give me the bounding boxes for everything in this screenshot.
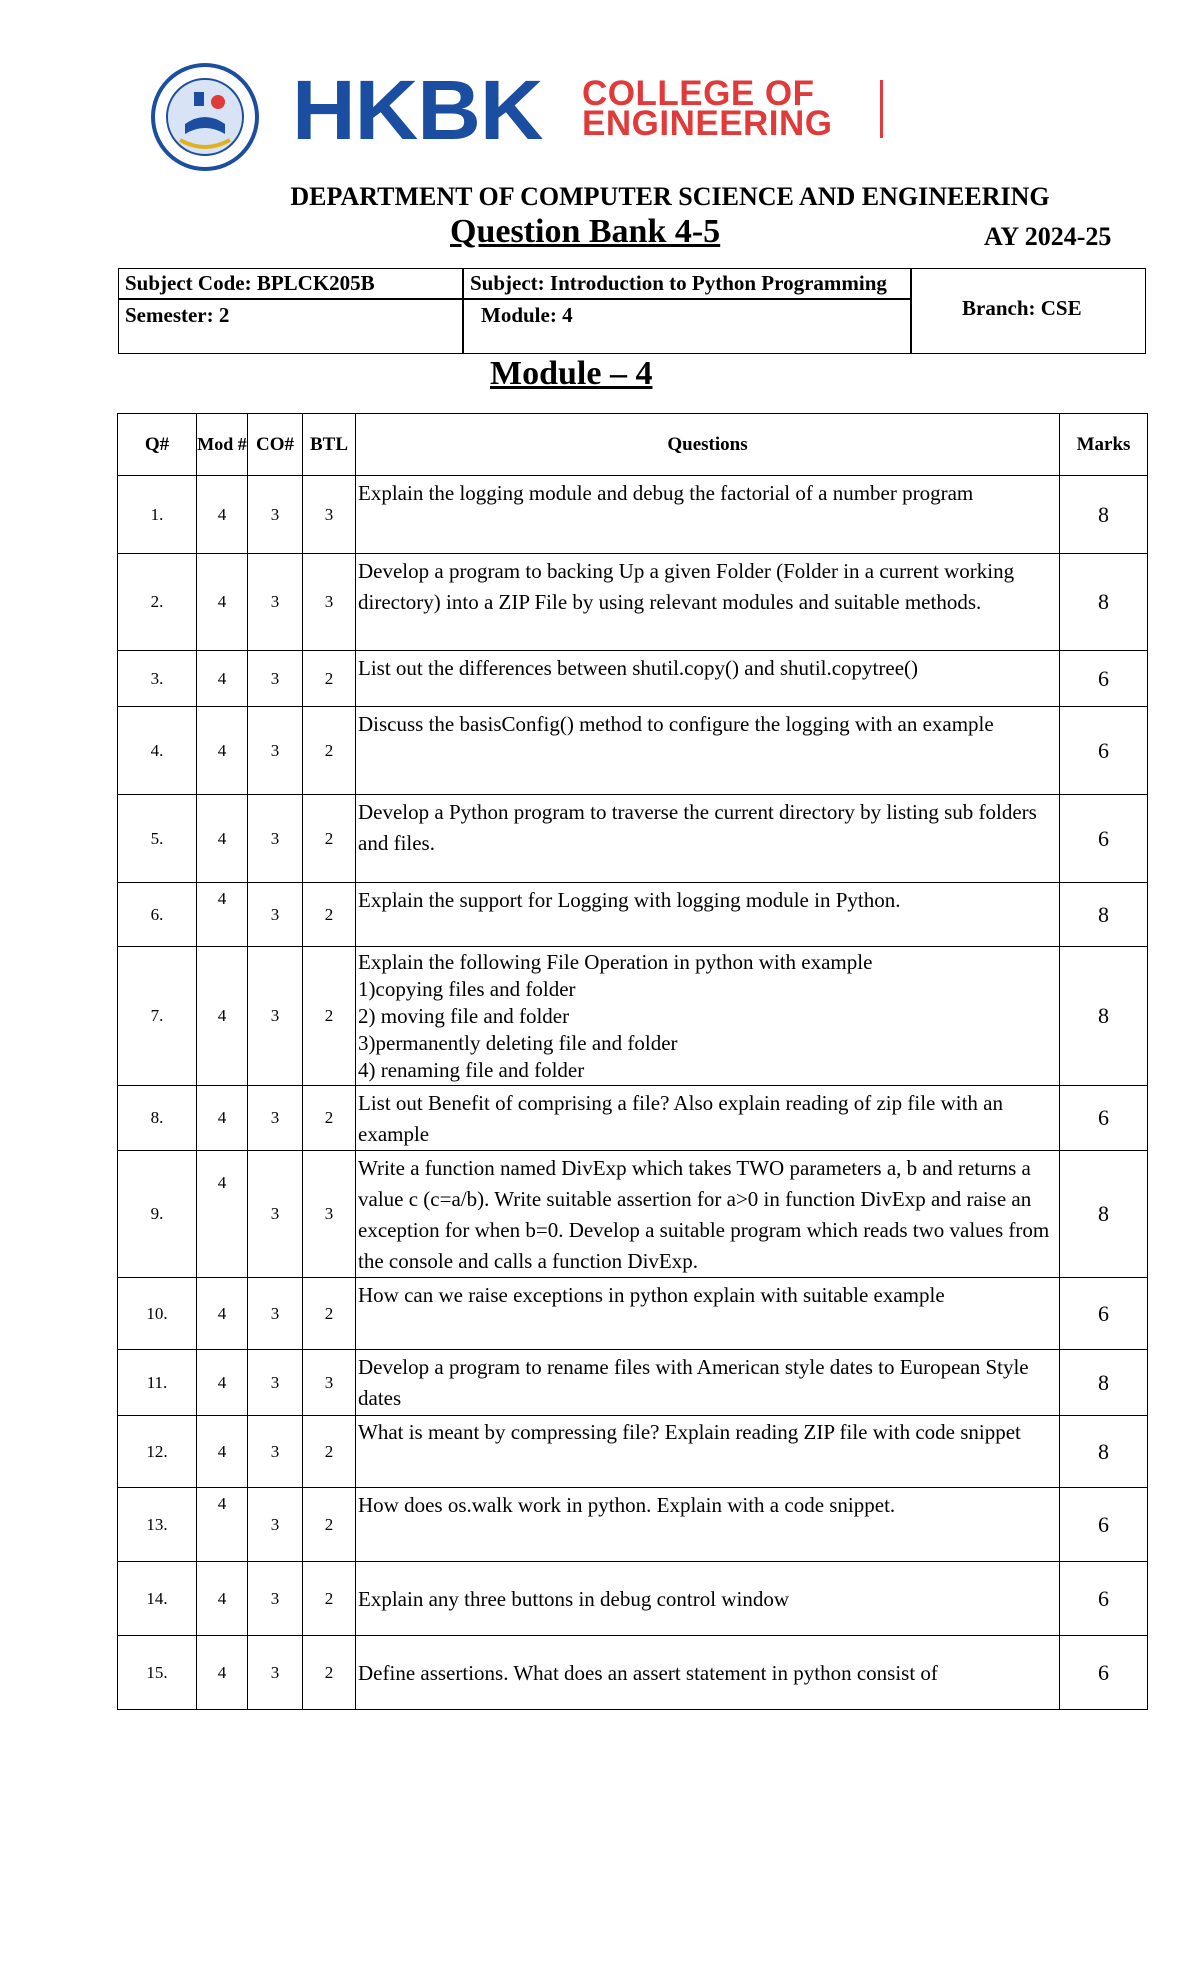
- btl-cell: 2: [303, 1562, 356, 1636]
- table-row: [118, 795, 1148, 883]
- btl-cell: 2: [303, 1636, 356, 1710]
- q-number: 5.: [118, 795, 197, 883]
- subject-code: Subject Code: BPLCK205B: [125, 271, 375, 295]
- btl-cell: 2: [303, 795, 356, 883]
- btl-cell: 2: [303, 1278, 356, 1350]
- question-text: What is meant by compressing file? Explain reading ZIP file with code snippet: [356, 1416, 1060, 1488]
- btl-cell: 3: [303, 1350, 356, 1416]
- marks-cell: 8: [1060, 476, 1148, 554]
- header-questions: Questions: [356, 414, 1060, 476]
- module-cell: 4: [197, 1151, 248, 1278]
- question-text: How can we raise exceptions in python explain with suitable example: [356, 1278, 1060, 1350]
- header-co: CO#: [248, 414, 303, 476]
- module-cell: 4: [197, 795, 248, 883]
- question-text: Define assertions. What does an assert statement in python consist of: [356, 1636, 1060, 1710]
- question-subitem: 3)permanently deleting file and folder: [358, 1031, 678, 1055]
- logo-main-text: HKBK: [292, 63, 543, 157]
- table-row: [118, 554, 1148, 651]
- q-number: 15.: [118, 1636, 197, 1710]
- marks-cell: 6: [1060, 795, 1148, 883]
- table-header-row: [118, 414, 1148, 476]
- co-cell: 3: [248, 1488, 303, 1562]
- logo-divider: [880, 80, 883, 138]
- table-row: [118, 1151, 1148, 1278]
- question-text: [356, 947, 1060, 1086]
- marks-cell: 8: [1060, 1151, 1148, 1278]
- table-row: [118, 1488, 1148, 1562]
- co-cell: 3: [248, 1350, 303, 1416]
- branch: Branch: CSE: [962, 296, 1082, 320]
- q-number: 2.: [118, 554, 197, 651]
- co-cell: 3: [248, 1562, 303, 1636]
- co-cell: 3: [248, 1086, 303, 1151]
- question-text: Explain the support for Logging with logging module in Python.: [356, 883, 1060, 947]
- btl-cell: 2: [303, 947, 356, 1086]
- co-cell: 3: [248, 795, 303, 883]
- btl-cell: 2: [303, 1416, 356, 1488]
- question-text: Develop a Python program to traverse the current directory by listing sub folders and files.: [356, 795, 1060, 883]
- marks-cell: 8: [1060, 1350, 1148, 1416]
- module-cell: 4: [197, 1278, 248, 1350]
- question-text: List out Benefit of comprising a file? Also explain reading of zip file with an example: [356, 1086, 1060, 1151]
- marks-cell: 8: [1060, 554, 1148, 651]
- table-row: [118, 1416, 1148, 1488]
- question-text: Explain the logging module and debug the factorial of a number program: [356, 476, 1060, 554]
- btl-cell: 2: [303, 707, 356, 795]
- question-text: List out the differences between shutil.copy() and shutil.copytree(): [356, 651, 1060, 707]
- table-row: [118, 476, 1148, 554]
- co-cell: 3: [248, 651, 303, 707]
- q-number: 4.: [118, 707, 197, 795]
- co-cell: 3: [248, 1636, 303, 1710]
- q-number: 11.: [118, 1350, 197, 1416]
- q-number: 6.: [118, 883, 197, 947]
- module-cell: 4: [197, 947, 248, 1086]
- logo-subtitle-line2: ENGINEERING: [582, 104, 833, 143]
- academic-year: AY 2024-25: [984, 222, 1112, 251]
- marks-cell: 6: [1060, 1488, 1148, 1562]
- marks-cell: 6: [1060, 651, 1148, 707]
- co-cell: 3: [248, 1278, 303, 1350]
- logo-subtitle-line1: COLLEGE OF: [582, 74, 815, 113]
- marks-cell: 8: [1060, 883, 1148, 947]
- subject-name: Subject: Introduction to Python Programming: [470, 271, 887, 295]
- co-cell: 3: [248, 1416, 303, 1488]
- college-logo-text: [292, 63, 912, 157]
- btl-cell: 3: [303, 476, 356, 554]
- q-number: 1.: [118, 476, 197, 554]
- module-cell: 4: [197, 883, 248, 947]
- table-row: [118, 947, 1148, 1086]
- table-row: [118, 1086, 1148, 1151]
- header-q: Q#: [118, 414, 197, 476]
- module-number: Module: 4: [481, 303, 573, 327]
- module-cell: 4: [197, 1636, 248, 1710]
- marks-cell: 6: [1060, 1636, 1148, 1710]
- table-row: [118, 651, 1148, 707]
- document-title: Question Bank 4-5: [450, 213, 721, 250]
- marks-cell: 6: [1060, 1278, 1148, 1350]
- co-cell: 3: [248, 883, 303, 947]
- co-cell: 3: [248, 707, 303, 795]
- header-btl: BTL: [303, 414, 356, 476]
- table-row: [118, 1350, 1148, 1416]
- q-number: 14.: [118, 1562, 197, 1636]
- q-number: 12.: [118, 1416, 197, 1488]
- marks-cell: 6: [1060, 1562, 1148, 1636]
- q-number: 13.: [118, 1488, 197, 1562]
- co-cell: 3: [248, 947, 303, 1086]
- table-row: [118, 883, 1148, 947]
- btl-cell: 3: [303, 554, 356, 651]
- question-intro: Explain the following File Operation in python with example: [358, 950, 873, 974]
- module-cell: 4: [197, 554, 248, 651]
- question-text: Develop a program to backing Up a given Folder (Folder in a current working directory) into a ZIP File by using relevant modules and suitable methods.: [356, 554, 1060, 651]
- table-row: [118, 1562, 1148, 1636]
- module-cell: 4: [197, 1562, 248, 1636]
- college-seal-logo: [150, 62, 260, 172]
- btl-cell: 2: [303, 1086, 356, 1151]
- table-row: [118, 707, 1148, 795]
- table-row: [118, 1278, 1148, 1350]
- question-text: Write a function named DivExp which takes TWO parameters a, b and returns a value c (c=a/b). Write suitable assertion for a>0 in function DivExp and raise an exception for when b=0. Develop a suitable program which reads two values from the console and calls a function DivExp.: [356, 1151, 1060, 1278]
- q-number: 3.: [118, 651, 197, 707]
- department-heading: DEPARTMENT OF COMPUTER SCIENCE AND ENGINEERING: [290, 182, 1050, 211]
- module-cell: 4: [197, 1416, 248, 1488]
- module-cell: 4: [197, 707, 248, 795]
- marks-cell: 6: [1060, 1086, 1148, 1151]
- btl-cell: 2: [303, 1488, 356, 1562]
- q-number: 7.: [118, 947, 197, 1086]
- question-text: Develop a program to rename files with American style dates to European Style dates: [356, 1350, 1060, 1416]
- marks-cell: 8: [1060, 1416, 1148, 1488]
- question-subitem: 1)copying files and folder: [358, 977, 576, 1001]
- question-table: [117, 413, 1148, 1710]
- module-cell: 4: [197, 1086, 248, 1151]
- co-cell: 3: [248, 1151, 303, 1278]
- table-row: [118, 1636, 1148, 1710]
- module-heading: Module – 4: [490, 355, 653, 392]
- q-number: 10.: [118, 1278, 197, 1350]
- marks-cell: 6: [1060, 707, 1148, 795]
- subject-info-table: [118, 268, 1146, 354]
- q-number: 9.: [118, 1151, 197, 1278]
- co-cell: 3: [248, 476, 303, 554]
- question-text: How does os.walk work in python. Explain with a code snippet.: [356, 1488, 1060, 1562]
- module-cell: 4: [197, 1488, 248, 1562]
- question-subitem: 2) moving file and folder: [358, 1004, 570, 1028]
- module-cell: 4: [197, 476, 248, 554]
- btl-cell: 2: [303, 883, 356, 947]
- btl-cell: 2: [303, 651, 356, 707]
- marks-cell: 8: [1060, 947, 1148, 1086]
- question-text: Explain any three buttons in debug control window: [356, 1562, 1060, 1636]
- btl-cell: 3: [303, 1151, 356, 1278]
- question-subitem: 4) renaming file and folder: [358, 1058, 585, 1082]
- header-mod: Mod #: [197, 414, 248, 476]
- q-number: 8.: [118, 1086, 197, 1151]
- semester: Semester: 2: [125, 303, 230, 327]
- module-cell: 4: [197, 1350, 248, 1416]
- header-marks: Marks: [1060, 414, 1148, 476]
- co-cell: 3: [248, 554, 303, 651]
- question-text: Discuss the basisConfig() method to configure the logging with an example: [356, 707, 1060, 795]
- module-cell: 4: [197, 651, 248, 707]
